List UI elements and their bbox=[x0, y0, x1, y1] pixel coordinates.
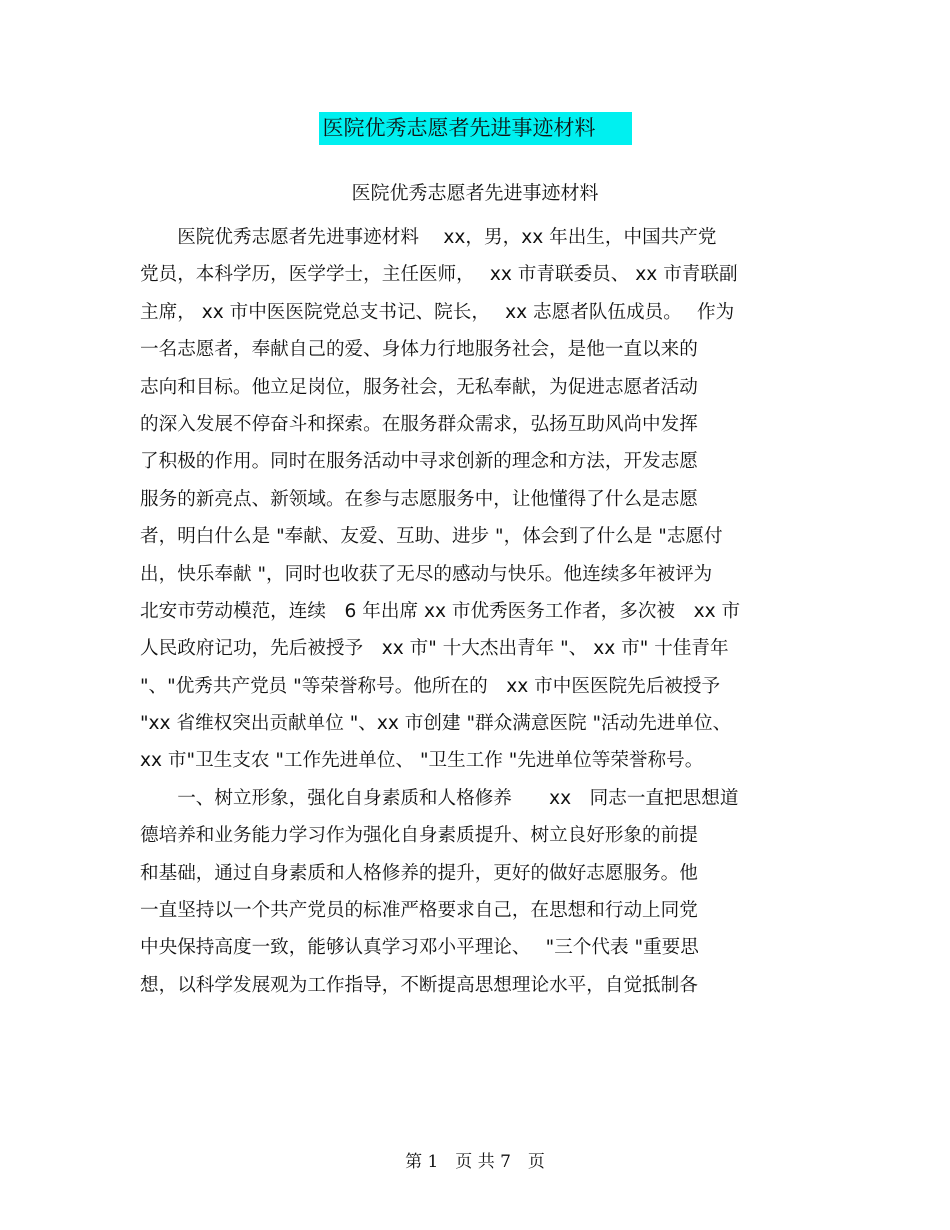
text-line: 医院优秀志愿者先进事迹材料 xx，男，xx 年出生，中国共产党 bbox=[140, 227, 717, 248]
text-line: 的深入发展不停奋斗和探索。在服务群众需求，弘扬互助风尚中发挥 bbox=[140, 413, 698, 435]
text-line: 服务的新亮点、新领域。在参与志愿服务中，让他懂得了什么是志愿 bbox=[140, 488, 698, 510]
text-line: 党员，本科学历，医学学士，主任医师， xx 市青联委员、 xx 市青联副 bbox=[140, 264, 738, 286]
title-container bbox=[0, 112, 950, 145]
text-line: 主席， xx 市中医医院党总支书记、院长， xx 志愿者队伍成员。 作为 bbox=[140, 301, 735, 323]
text-line: 一、树立形象，强化自身素质和人格修养 xx 同志一直把思想道 bbox=[140, 787, 739, 809]
text-line: 了积极的作用。同时在服务活动中寻求创新的理念和方法，开发志愿 bbox=[140, 451, 698, 473]
text-line: 出，快乐奉献 "，同时也收获了无尽的感动与快乐。他连续多年被评为 bbox=[140, 563, 713, 585]
body-text bbox=[140, 219, 810, 1004]
text-line: 一名志愿者，奉献自己的爱、身体力行地服务社会，是他一直以来的 bbox=[140, 339, 698, 361]
text-line: 一直坚持以一个共产党员的标准严格要求自己，在思想和行动上同党 bbox=[140, 900, 698, 922]
text-line: xx 市"卫生支农 "工作先进单位、 "卫生工作 "先进单位等荣誉称号。 bbox=[140, 750, 704, 772]
document-title: 医院优秀志愿者先进事迹材料 bbox=[319, 112, 632, 145]
text-line: 想，以科学发展观为工作指导，不断提高思想理论水平，自觉抵制各 bbox=[140, 974, 698, 996]
text-line: "、"优秀共产党员 "等荣誉称号。他所在的 xx 市中医医院先后被授予 bbox=[140, 675, 721, 697]
document-subtitle: 医院优秀志愿者先进事迹材料 bbox=[351, 182, 599, 204]
text-line: 志向和目标。他立足岗位，服务社会，无私奉献，为促进志愿者活动 bbox=[140, 376, 698, 398]
text-line: 和基础，通过自身素质和人格修养的提升，更好的做好志愿服务。他 bbox=[140, 862, 698, 884]
text-line: 者，明白什么是 "奉献、友爱、互助、进步 "，体会到了什么是 "志愿付 bbox=[140, 526, 723, 548]
text-line: 德培养和业务能力学习作为强化自身素质提升、树立良好形象的前提 bbox=[140, 825, 698, 847]
text-line: 人民政府记功，先后被授予 xx 市" 十大杰出青年 "、 xx 市" 十佳青年 bbox=[140, 638, 729, 660]
text-line: "xx 省维权突出贡献单位 "、xx 市创建 "群众满意医院 "活动先进单位、 bbox=[140, 713, 732, 735]
page-footer: 第 1 页 共 7 页 bbox=[405, 1152, 545, 1172]
text-line: 北安市劳动模范，连续 6 年出席 xx 市优秀医务工作者，多次被 xx 市 bbox=[140, 600, 741, 622]
text-line: 中央保持高度一致，能够认真学习邓小平理论、 "三个代表 "重要思 bbox=[140, 937, 699, 959]
